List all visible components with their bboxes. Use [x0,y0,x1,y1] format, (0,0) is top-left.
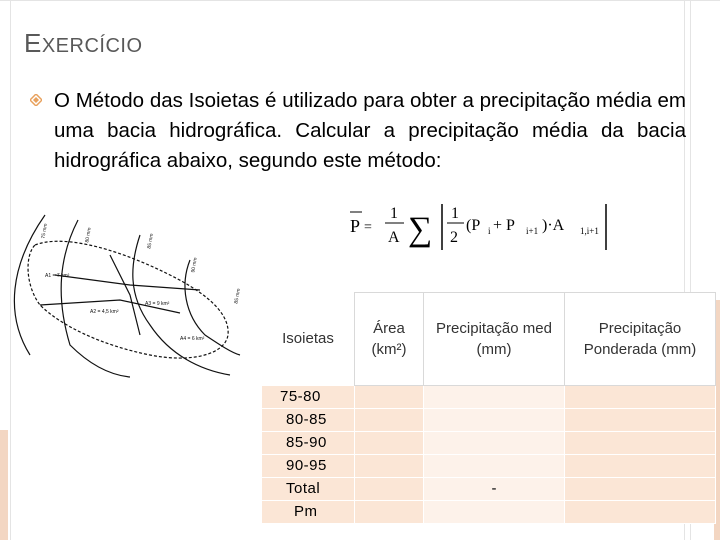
edge-bar-left [0,430,8,540]
row-label: 90-95 [262,454,355,477]
table-cell[interactable] [565,408,716,431]
table-cell[interactable] [565,431,716,454]
formula-sub-i: i [488,226,491,236]
title-rest: XERCÍCIO [41,35,143,57]
table-cell[interactable] [355,431,424,454]
formula-lhs: P [350,216,361,236]
map-area-a1: A1 = 7 km² [45,273,70,279]
isoietas-map [0,205,245,390]
table-cell[interactable] [355,408,424,431]
table-cell[interactable] [565,477,716,500]
table-header-row [262,293,716,386]
map-iso-75: 75 mm [40,223,50,240]
isoietas-table [262,292,716,524]
header-prec-pond-label: Precipitação Ponderada (mm) [583,319,697,358]
table-cell[interactable] [424,454,565,477]
header-prec-med [424,293,565,386]
map-iso-90: 90 mm [190,257,199,274]
map-area-a4: A4 = 6 km² [180,336,205,342]
table-cell[interactable] [355,500,424,523]
map-area-a2: A2 = 4,5 km² [90,309,119,315]
table-row [262,500,716,523]
bullet-icon [30,94,42,106]
formula-sub-a: 1,i+1 [580,226,599,236]
frame-top-line [0,0,720,1]
table-cell[interactable] [424,408,565,431]
row-label: 75-80 [262,385,355,408]
header-isoietas [262,293,355,386]
isoieta-80 [61,220,130,377]
formula-eq: = [364,220,372,235]
row-label: 85-90 [262,431,355,454]
formula-num: 1 [390,205,398,222]
formula-plus: + P [493,217,515,234]
row-label: Total [262,477,355,500]
table-cell[interactable] [424,500,565,523]
header-isoietas-label: Isoietas [282,330,334,347]
formula-sub-i1: i+1 [526,226,539,236]
table-cell[interactable] [424,431,565,454]
table-body [262,385,716,523]
table-cell[interactable] [355,454,424,477]
map-area-a3: A3 = 9 km² [145,301,170,307]
title-initial: E [24,28,42,58]
table-cell[interactable] [565,385,716,408]
header-area-label: Área (km²) [371,319,407,358]
table-cell[interactable] [424,385,565,408]
table-row [262,477,716,500]
table-row [262,454,716,477]
table-cell[interactable] [565,500,716,523]
isoietas-formula [340,198,630,258]
header-prec-pond [565,293,716,386]
exercise-text: O Método das Isoietas é utilizado para obter a precipitação média em uma bacia hidrográfica. Calcular a precipitação média da bacia hidrográfica abaixo, segundo este método: [54,89,686,172]
formula-sigma: ∑ [408,211,433,248]
table-row [262,408,716,431]
formula-close: )·A [542,217,565,234]
row-label: Pm [262,500,355,523]
formula-half-den: 2 [450,229,458,246]
table-cell[interactable] [565,454,716,477]
table-row [262,385,716,408]
table-cell[interactable] [355,477,424,500]
header-area [355,293,424,386]
page-title [24,28,143,59]
table-cell[interactable]: - [424,477,565,500]
map-iso-85a: 85 mm [146,233,156,250]
header-prec-med-label: Precipitação med (mm) [436,319,552,358]
map-iso-85b: 85 mm [233,288,243,305]
map-iso-80: 80 mm [84,227,93,244]
divider-2 [55,275,200,290]
formula-half-num: 1 [451,205,459,222]
table-cell[interactable] [355,385,424,408]
row-label: 80-85 [262,408,355,431]
formula-den: A [388,229,400,246]
formula-p1: (P [466,217,481,234]
table-row [262,431,716,454]
